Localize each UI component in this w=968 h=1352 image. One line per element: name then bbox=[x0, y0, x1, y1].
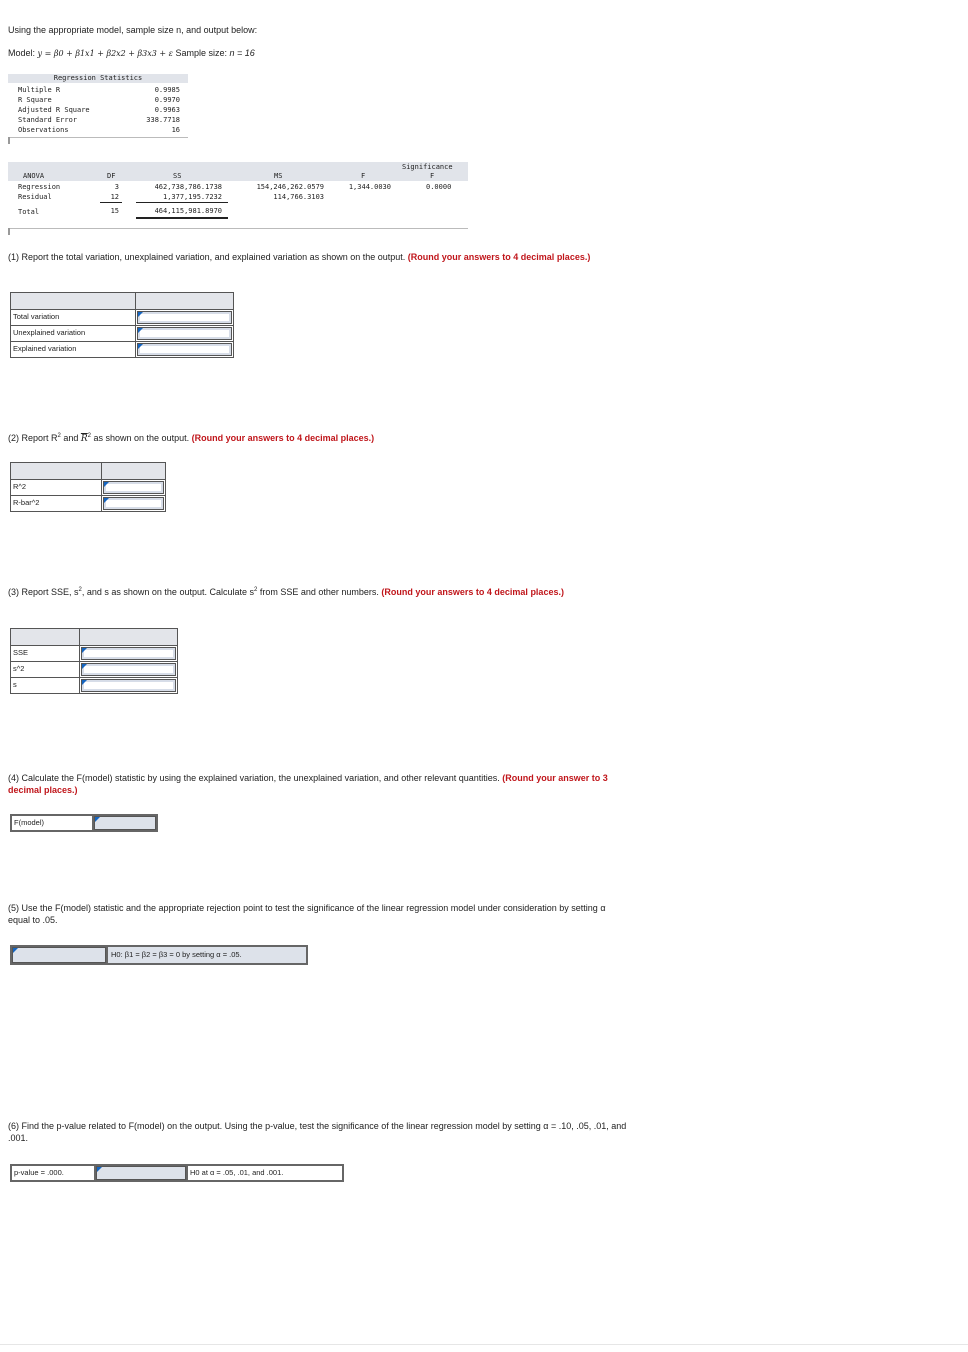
stat-label-r-square: R Square bbox=[18, 96, 52, 104]
anova-regression-f: 1,344.0030 bbox=[348, 183, 391, 191]
q2-instruction: (Round your answers to 4 decimal places.) bbox=[191, 433, 375, 443]
q3-text: (3) Report SSE, $s^2$, and s as shown on the output. Calculate $s^2$ from SSE and other numbers. (Round your answers to 4 decimal places.) bbox=[8, 587, 564, 597]
q6-answer-row bbox=[10, 1164, 344, 1182]
anova-header-ss: SS bbox=[173, 172, 182, 180]
q5-decision-dropdown[interactable] bbox=[12, 947, 106, 963]
q3-instruction: (Round your answers to 4 decimal places.) bbox=[381, 587, 564, 597]
stat-value-standard-error: 338.7718 bbox=[146, 116, 180, 124]
s-squared-input[interactable] bbox=[81, 663, 176, 676]
stat-value-multiple-r: 0.9985 bbox=[154, 86, 180, 94]
q4-text bbox=[8, 772, 638, 796]
f-model-input[interactable] bbox=[94, 816, 156, 830]
anova-regression-ss: 462,738,786.1738 bbox=[154, 183, 222, 191]
stat-label-observations: Observations bbox=[18, 126, 69, 134]
q3-question-a: (3) Report SSE, s bbox=[8, 587, 79, 597]
anova-table bbox=[8, 162, 468, 238]
anova-total-label: Total bbox=[18, 208, 40, 216]
q6-hypothesis-label: H0 at α = .05, .01, and .001. bbox=[190, 1168, 284, 1177]
r-bar-squared-input[interactable] bbox=[103, 497, 164, 510]
q3-answer-table bbox=[10, 628, 178, 694]
anova-total-ss: 464,115,981.8970 bbox=[154, 207, 222, 215]
anova-regression-label: Regression bbox=[18, 183, 61, 191]
model-prefix: Model: bbox=[8, 48, 36, 58]
q2-question-a: (2) Report R bbox=[8, 433, 58, 443]
anova-header-f: F bbox=[361, 172, 366, 180]
anova-header-significance: Significance bbox=[402, 163, 453, 171]
anova-residual-ms: 114,766.3103 bbox=[273, 193, 324, 201]
q1-instruction: (Round your answers to 4 decimal places.) bbox=[407, 252, 591, 262]
q5-text bbox=[8, 902, 628, 926]
page-bottom-divider bbox=[0, 1344, 968, 1345]
anova-regression-ms: 154,246,262.0579 bbox=[256, 183, 324, 191]
s-input[interactable] bbox=[81, 679, 176, 692]
q6-question: (6) Find the p-value related to F(model) on the output. Using the p-value, test the significance of the linear regression model by setting α = .10, .05, .01, and .001. bbox=[8, 1121, 627, 1143]
q5-answer-row bbox=[10, 945, 308, 965]
anova-header-df: DF bbox=[107, 172, 116, 180]
anova-header-ms: MS bbox=[274, 172, 283, 180]
q1-label-unexplained-variation: Unexplained variation bbox=[10, 325, 136, 342]
q4-question: (4) Calculate the F(model) statistic by using the explained variation, the unexplained variation, and other relevant quantities. bbox=[8, 773, 500, 783]
sample-size-value: n = 16 bbox=[229, 48, 255, 58]
anova-residual-ss: 1,377,195.7232 bbox=[162, 193, 222, 201]
q3-question-c: from SSE and other numbers. bbox=[257, 587, 379, 597]
anova-total-df: 15 bbox=[110, 207, 119, 215]
q3-label-s2: s^2 bbox=[10, 661, 80, 678]
q6-decision-dropdown[interactable] bbox=[96, 1166, 186, 1180]
q5-hypothesis-label: H0: β1 = β2 = β3 = 0 by setting α = .05. bbox=[111, 950, 242, 959]
stat-value-r-square: 0.9970 bbox=[154, 96, 180, 104]
anova-residual-df: 12 bbox=[110, 193, 119, 201]
anova-regression-sig: 0.0000 bbox=[426, 183, 452, 191]
model-equation: y = β0 + β1x1 + β2x2 + β3x3 + ε bbox=[37, 49, 173, 58]
q2-text: (2) Report $R^2$ and $\overline{R}^2$ as shown on the output. (Round your answers to 4 decimal places.) bbox=[8, 433, 375, 444]
stat-label-multiple-r: Multiple R bbox=[18, 86, 61, 94]
sse-input[interactable] bbox=[81, 647, 176, 660]
intro-text: Using the appropriate model, sample size n, and output below: bbox=[8, 25, 258, 35]
total-variation-input[interactable] bbox=[137, 311, 232, 324]
anova-header-anova: ANOVA bbox=[23, 172, 45, 180]
q2-question-b: and bbox=[60, 433, 81, 443]
stat-label-adj-r-square: Adjusted R Square bbox=[18, 106, 90, 114]
regression-statistics-title: Regression Statistics bbox=[53, 74, 143, 82]
q6-text bbox=[8, 1120, 648, 1144]
q2-answer-table bbox=[10, 462, 166, 512]
anova-residual-label: Residual bbox=[18, 193, 52, 201]
q1-answer-table bbox=[10, 292, 234, 358]
q3-question-b: , and s as shown on the output. Calculate s bbox=[81, 587, 254, 597]
stat-label-standard-error: Standard Error bbox=[18, 116, 78, 124]
unexplained-variation-input[interactable] bbox=[137, 327, 232, 340]
r-squared-input[interactable] bbox=[103, 481, 164, 494]
q2-label-r2: R^2 bbox=[10, 479, 102, 496]
sample-size-label: Sample size: bbox=[175, 48, 227, 58]
q5-question: (5) Use the F(model) statistic and the appropriate rejection point to test the significance of the linear regression model under consideration by setting α equal to .05. bbox=[8, 903, 606, 925]
q4-instruction: (Round your answer to 3 decimal places.) bbox=[8, 773, 608, 795]
anova-regression-df: 3 bbox=[114, 183, 119, 191]
anova-header-sig-f: F bbox=[430, 172, 435, 180]
q2-label-rbar2: R-bar^2 bbox=[10, 495, 102, 512]
q2-question-c: as shown on the output. bbox=[91, 433, 190, 443]
q6-pvalue-label: p-value = .000. bbox=[14, 1168, 64, 1177]
explained-variation-input[interactable] bbox=[137, 343, 232, 356]
q4-answer-row bbox=[10, 814, 158, 832]
q3-label-sse: SSE bbox=[10, 645, 80, 662]
q1-question: (1) Report the total variation, unexplained variation, and explained variation as shown on the output. bbox=[8, 252, 406, 262]
regression-statistics-table bbox=[8, 74, 188, 144]
model-line bbox=[8, 47, 255, 60]
stat-value-observations: 16 bbox=[171, 126, 180, 134]
q1-label-explained-variation: Explained variation bbox=[10, 341, 136, 358]
q1-label-total-variation: Total variation bbox=[10, 309, 136, 326]
q3-label-s: s bbox=[10, 677, 80, 694]
stat-value-adj-r-square: 0.9963 bbox=[154, 106, 180, 114]
q1-text bbox=[8, 251, 618, 263]
q4-label-fmodel: F(model) bbox=[14, 818, 45, 827]
